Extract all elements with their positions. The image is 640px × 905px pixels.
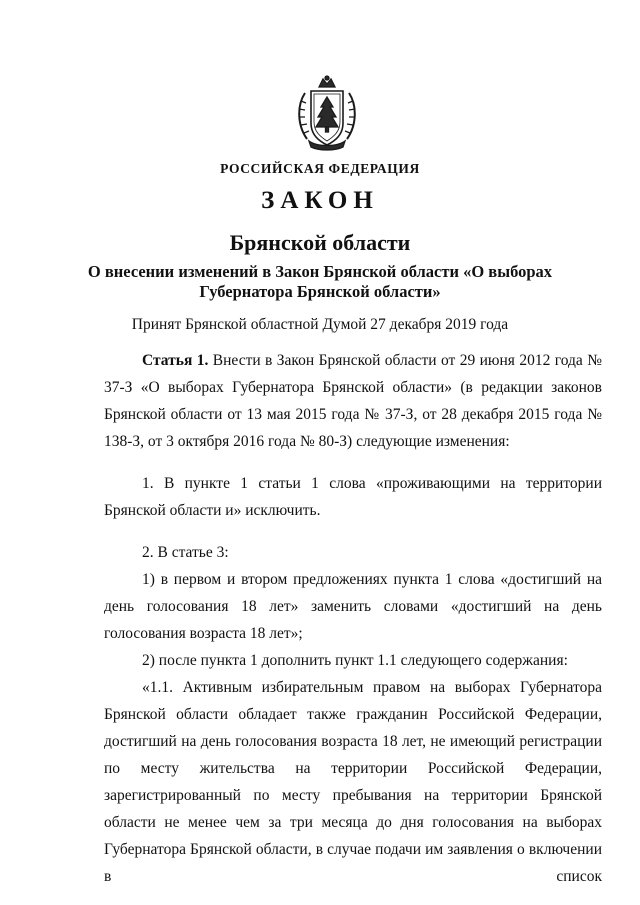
article-label: Статья 1. bbox=[142, 352, 209, 369]
adoption-note: Принят Брянской областной Думой 27 декабря 2019 года bbox=[131, 316, 509, 333]
item-1: 1. В пункте 1 статьи 1 слова «проживающими на территории Брянской области и» исключить. bbox=[104, 475, 602, 519]
item-2-subitem-2: 2) после пункта 1 дополнить пункт 1.1 следующего содержания: bbox=[142, 652, 568, 669]
coat-of-arms-icon bbox=[291, 75, 363, 153]
federation-heading: РОССИЙСКАЯ ФЕДЕРАЦИЯ bbox=[220, 161, 420, 176]
item-2-subitem-1: 1) в первом и втором предложениях пункта 1 слова «достигший на день голосования 18 лет» заменить словами «достигший на день голосования возраста 18 лет»; bbox=[104, 571, 602, 642]
item-2: 2. В статье 3: bbox=[142, 544, 229, 561]
quoted-paragraph: «1.1. Активным избирательным правом на выборах Губернатора Брянской области обладает также гражданин Российской Федерации, достигший на день голосования возраста 18 лет, не имеющий регистрации по месту жительства на территории Российской Федерации, зарегистрированный по месту пребывания на территории Брянской области не менее чем за три месяца до дня голосования на выборах Губернатора Брянской области, в случае подачи им заявления о включении в список bbox=[104, 679, 602, 885]
article-intro-text: Внести в Закон Брянской области от 29 июня 2012 года № 37-З «О выборах Губернатора Брянской области» (в редакции законов Брянской области от 13 мая 2015 года № 37-З, от 28 декабря 2015 года № 138-З, от 3 октября 2016 года № 80-З) следующие изменения: bbox=[104, 352, 603, 450]
region-heading: Брянской области bbox=[229, 230, 411, 255]
law-title bbox=[0, 262, 640, 302]
article-1-intro bbox=[104, 347, 602, 455]
law-title-line-1: О внесении изменений в Закон Брянской области «О выборах bbox=[87, 262, 553, 281]
law-title-line-2: Губернатора Брянской области» bbox=[199, 282, 441, 301]
law-body bbox=[104, 347, 602, 890]
law-heading: ЗАКОН bbox=[261, 187, 379, 214]
